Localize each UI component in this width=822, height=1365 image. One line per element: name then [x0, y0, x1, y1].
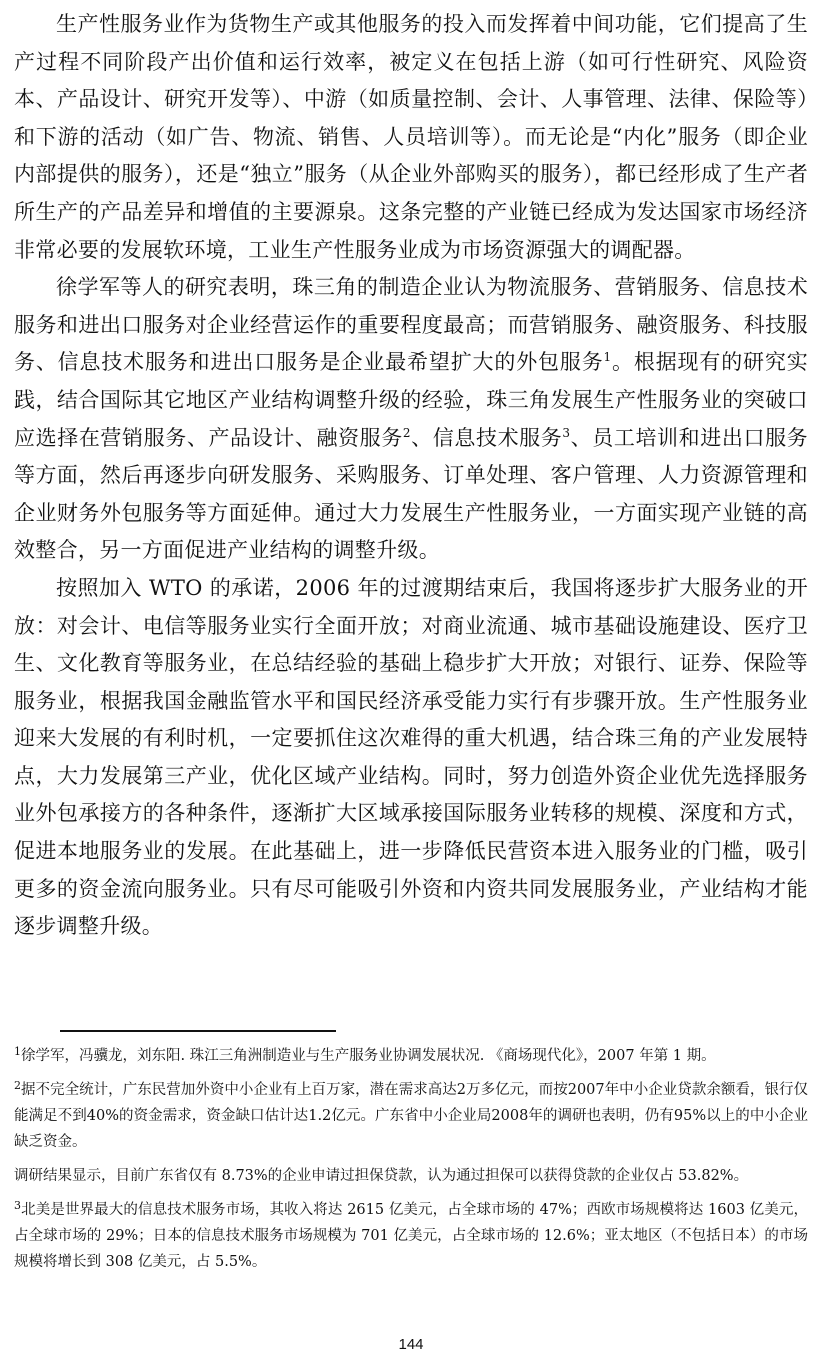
footnote-mark: 2 — [14, 1079, 21, 1092]
footnote-ref-3[interactable]: 3 — [562, 425, 571, 440]
footnote-text: 徐学军，冯骥龙，刘东阳. 珠江三角洲制造业与生产服务业协调发展状况. 《商场现代化》，2007 年第 1 期。 — [21, 1048, 716, 1064]
paragraph-2 — [14, 269, 808, 570]
paragraph-2-part-d: 、员工培训和进出口服务等方面，然后再逐步向研发服务、采购服务、订单处理、客户管理、人力资源管理和企业财务外包服务等方面延伸。通过大力发展生产性服务业，一方面实现产业链的高效整合，另一方面促进产业结构的调整升级。 — [14, 425, 808, 563]
footnote-ref-1[interactable]: 1 — [603, 350, 612, 365]
page-number: 144 — [398, 1336, 424, 1353]
paragraph-2-part-c: 、信息技术服务 — [410, 425, 563, 450]
footnote-mark: 1 — [14, 1045, 21, 1058]
body-text — [14, 6, 808, 946]
footnote-divider — [60, 1030, 336, 1032]
footnote-2 — [14, 1077, 808, 1155]
footnote-3 — [14, 1197, 808, 1275]
footnote-2-continued — [14, 1163, 808, 1189]
footnote-mark: 3 — [14, 1199, 21, 1212]
footnote-text: 调研结果显示，目前广东省仅有 8.73%的企业申请过担保贷款，认为通过担保可以获得贷款的企业仅占 53.82%。 — [14, 1168, 749, 1184]
footnote-text: 北美是世界最大的信息技术服务市场，其收入将达 2615 亿美元，占全球市场的 47%；西欧市场规模将达 1603 亿美元，占全球市场的 29%；日本的信息技术服务市场规模为 701 亿美元，占全球市场的 12.6%；亚太地区（不包括日本）的市场规模将增长到 308 亿美元，占 5.5%。 — [14, 1202, 808, 1270]
paragraph-1: 生产性服务业作为货物生产或其他服务的投入而发挥着中间功能，它们提高了生产过程不同阶段产出价值和运行效率，被定义在包括上游（如可行性研究、风险资本、产品设计、研究开发等）、中游（如质量控制、会计、人事管理、法律、保险等）和下游的活动（如广告、物流、销售、人员培训等）。而无论是“内化”服务（即企业内部提供的服务），还是“独立”服务（从企业外部购买的服务），都已经形成了生产者所生产的产品差异和增值的主要源泉。这条完整的产业链已经成为发达国家市场经济非常必要的发展软环境，工业生产性服务业成为市场资源强大的调配器。 — [14, 12, 808, 262]
footnotes — [14, 1043, 808, 1283]
footnote-ref-2[interactable]: 2 — [402, 425, 411, 440]
footnote-text: 据不完全统计，广东民营加外资中小企业有上百万家，潜在需求高达2万多亿元，而按2007年中小企业贷款余额看，银行仅能满足不到40%的资金需求，资金缺口估计达1.2亿元。广东省中小企业局2008年的调研也表明，仍有95%以上的中小企业缺乏资金。 — [14, 1082, 808, 1150]
paragraph-2-part-b: 。根据现有的研究实践，结合国际其它地区产业结构调整升级的经验，珠三角发展生产性服务业的突破口应选择在营销服务、产品设计、融资服务 — [14, 350, 808, 450]
paragraph-2-part-a: 徐学军等人的研究表明，珠三角的制造企业认为物流服务、营销服务、信息技术服务和进出口服务对企业经营运作的重要程度最高；而营销服务、融资服务、科技服务、信息技术服务和进出口服务是企业最希望扩大的外包服务 — [14, 275, 808, 375]
footnote-1 — [14, 1043, 808, 1069]
paragraph-3: 按照加入 WTO 的承诺，2006 年的过渡期结束后，我国将逐步扩大服务业的开放：对会计、电信等服务业实行全面开放；对商业流通、城市基础设施建设、医疗卫生、文化教育等服务业，在总结经验的基础上稳步扩大开放；对银行、证券、保险等服务业，根据我国金融监管水平和国民经济承受能力实行有步骤开放。生产性服务业迎来大发展的有利时机，一定要抓住这次难得的重大机遇，结合珠三角的产业发展特点，大力发展第三产业，优化区域产业结构。同时，努力创造外资企业优先选择服务业外包承接方的各种条件，逐渐扩大区域承接国际服务业转移的规模、深度和方式，促进本地服务业的发展。在此基础上，进一步降低民营资本进入服务业的门槛，吸引更多的资金流向服务业。只有尽可能吸引外资和内资共同发展服务业，产业结构才能逐步调整升级。 — [14, 575, 808, 939]
